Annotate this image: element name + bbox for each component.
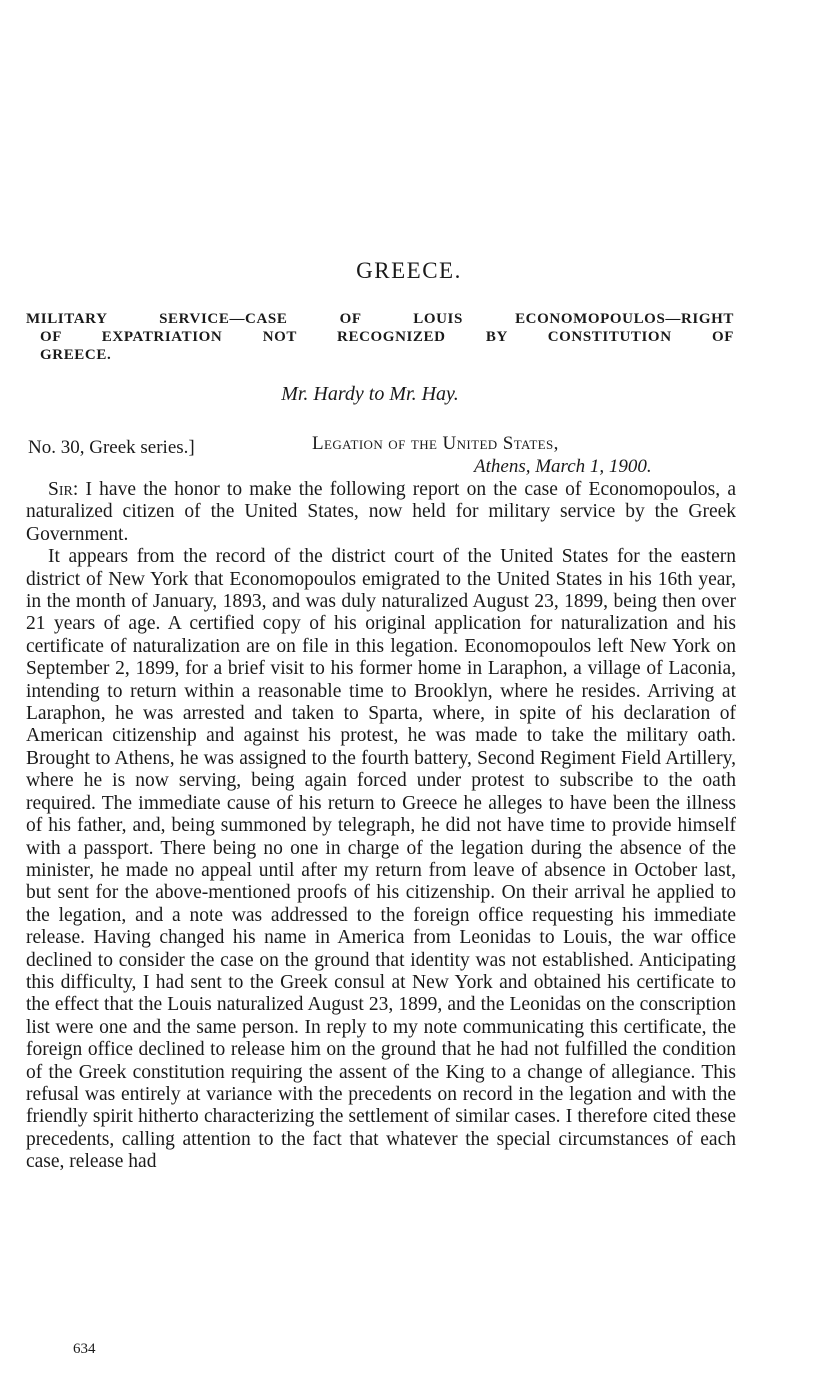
paragraph-1-text: I have the honor to make the following report on the case of Economopoulos, a naturalized citizen of the United States, now held for military service by the Greek Government. — [26, 479, 737, 545]
legation-address: Legation of the United States, — [312, 433, 559, 454]
letter-body — [26, 479, 736, 1174]
correspondence-subheading: Mr. Hardy to Mr. Hay. — [281, 383, 459, 405]
country-heading: GREECE. — [356, 258, 462, 283]
letter-dateline: Athens, March 1, 1900. — [474, 456, 652, 477]
headline-line-1: MILITARY SERVICE—CASE OF LOUIS ECONOMOPOULOS—RIGHT — [26, 311, 734, 327]
series-number: No. 30, Greek series.] — [28, 437, 195, 458]
headline-line-2: OF EXPATRIATION NOT RECOGNIZED BY CONSTITUTION OF — [40, 329, 734, 345]
paragraph-1 — [26, 479, 736, 546]
document-headline — [26, 310, 734, 364]
paragraph-2: It appears from the record of the district court of the United States for the eastern district of New York that Economopoulos emigrated to the United States in his 16th year, in the month of January, 1893, and was duly naturalized August 23, 1899, being then over 21 years of age. A certified copy of his original application for naturalization and his certificate of naturalization are on file in this legation. Economopoulos left New York on September 2, 1899, for a brief visit to his former home in Laraphon, a village of Laconia, intending to return within a reasonable time to Brooklyn, where he resides. Arriving at Laraphon, he was arrested and taken to Sparta, where, in spite of his declaration of American citizenship and against his protest, he was made to take the military oath. Brought to Athens, he was assigned to the fourth battery, Second Regiment Field Artillery, where he is now serving, being again forced under protest to subscribe to the oath required. The immediate cause of his return to Greece he alleges to have been the illness of his father, and, being summoned by telegraph, he did not have time to provide himself with a passport. There being no one in charge of the legation during the absence of the minister, he made no appeal until after my return from leave of absence in October last, but sent for the above-mentioned proofs of his citizenship. On their arrival he applied to the legation, and a note was addressed to the foreign office requesting his immediate release. Having changed his name in America from Leonidas to Louis, the war office declined to consider the case on the ground that identity was not established. Anticipating this difficulty, I had sent to the Greek consul at New York and obtained his certificate to the effect that the Louis naturalized August 23, 1899, and the Leonidas on the conscription list were one and the same person. In reply to my note communicating this certificate, the foreign office declined to release him on the ground that he had not fulfilled the condition of the Greek constitution requiring the assent of the King to a change of allegiance. This refusal was entirely at variance with the precedents on record in the legation and with the friendly spirit hitherto characterizing the settlement of similar cases. I therefore cited these precedents, calling attention to the fact that whatever the special circumstances of each case, release had — [26, 546, 736, 1173]
salutation: Sir: — [48, 479, 79, 500]
headline-line-3: GREECE. — [40, 347, 112, 363]
page-number: 634 — [73, 1341, 96, 1357]
